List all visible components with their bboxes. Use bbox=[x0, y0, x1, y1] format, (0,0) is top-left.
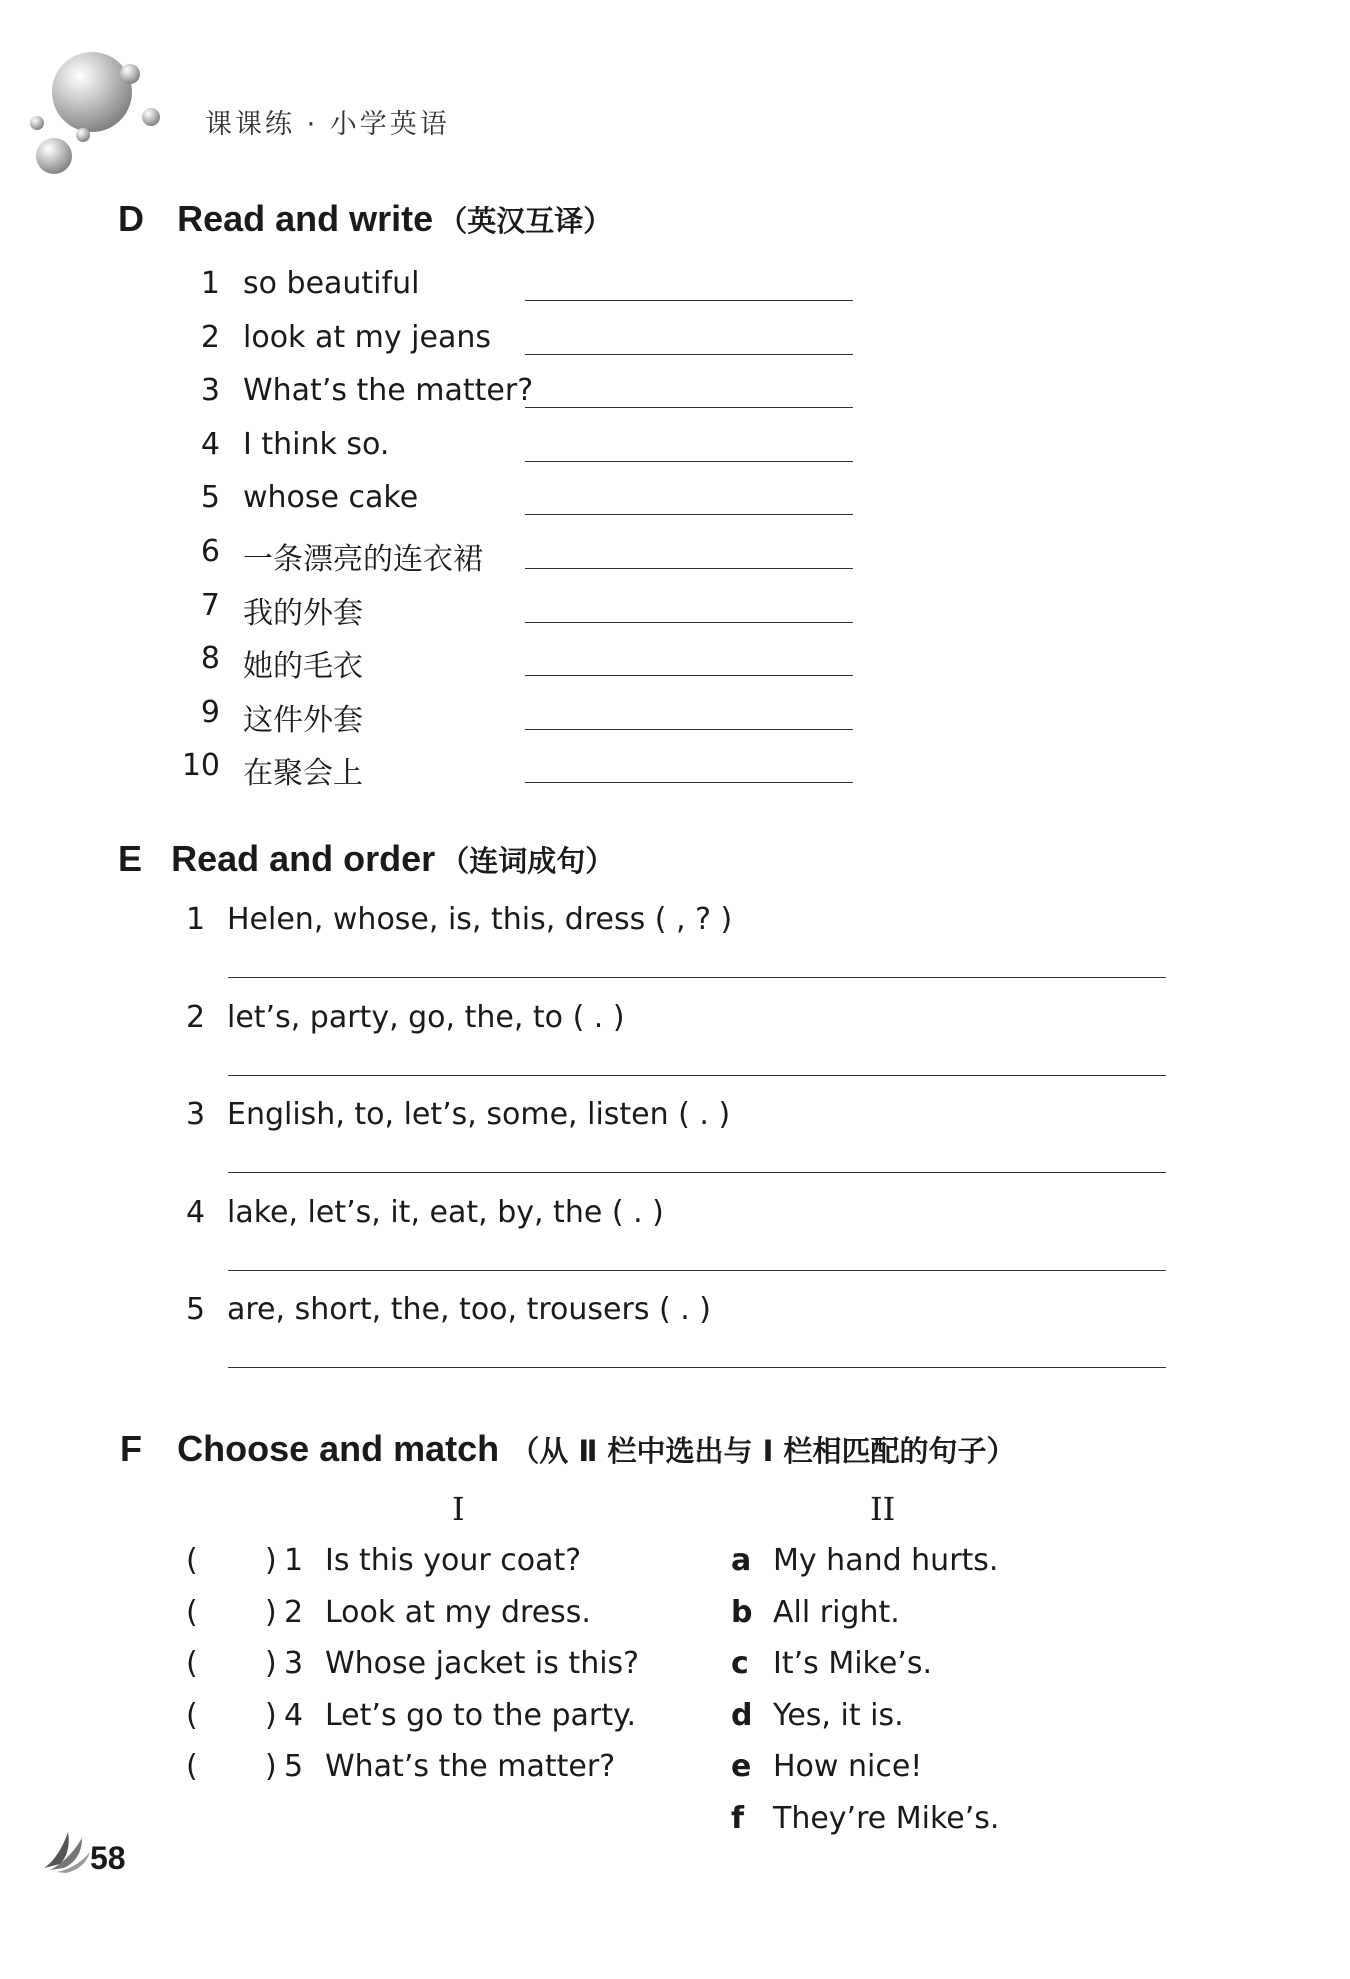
item-text: English, to, let’s, some, listen ( . ) bbox=[227, 1097, 731, 1132]
open-paren: ( bbox=[186, 1543, 198, 1578]
item-number: 1 bbox=[186, 902, 206, 937]
answer-line[interactable] bbox=[525, 354, 853, 355]
open-paren: ( bbox=[186, 1646, 198, 1681]
running-header: 课课练 · 小学英语 bbox=[205, 109, 450, 140]
answer-line[interactable] bbox=[228, 977, 1166, 978]
item-text: 她的毛衣 bbox=[243, 649, 363, 684]
item-text: I think so. bbox=[243, 427, 390, 462]
item-number: 1 bbox=[200, 266, 220, 301]
option-text: They’re Mike’s. bbox=[773, 1801, 1000, 1836]
answer-line[interactable] bbox=[228, 1367, 1166, 1368]
answer-line[interactable] bbox=[228, 1270, 1166, 1271]
option-letter: a bbox=[731, 1543, 752, 1578]
answer-line[interactable] bbox=[525, 729, 853, 730]
item-number: 3 bbox=[200, 373, 220, 408]
section-title: Read and write bbox=[177, 198, 434, 239]
item-number: 5 bbox=[200, 480, 220, 515]
close-paren: ) bbox=[265, 1646, 277, 1681]
item-text: What’s the matter? bbox=[325, 1749, 616, 1784]
item-number: 10 bbox=[181, 748, 220, 783]
item-text: lake, let’s, it, eat, by, the ( . ) bbox=[227, 1195, 664, 1230]
item-text: so beautiful bbox=[243, 266, 420, 301]
answer-blank[interactable] bbox=[200, 1646, 262, 1682]
option-letter: f bbox=[731, 1801, 745, 1836]
item-text: Whose jacket is this? bbox=[325, 1646, 640, 1681]
small-bubble-icon bbox=[36, 138, 72, 174]
open-paren: ( bbox=[186, 1749, 198, 1784]
open-paren: ( bbox=[186, 1595, 198, 1630]
section-letter: E bbox=[118, 838, 143, 879]
item-text: 这件外套 bbox=[243, 703, 363, 738]
small-bubble-icon bbox=[142, 108, 160, 126]
answer-line[interactable] bbox=[525, 300, 853, 301]
section-d-heading bbox=[118, 198, 612, 240]
section-instruction: （连词成句） bbox=[440, 844, 615, 878]
close-paren: ) bbox=[265, 1749, 277, 1784]
large-bubble-icon bbox=[52, 52, 132, 132]
option-letter: c bbox=[731, 1646, 749, 1681]
close-paren: ) bbox=[265, 1543, 277, 1578]
option-letter: b bbox=[731, 1595, 753, 1630]
section-letter: D bbox=[118, 198, 144, 239]
item-text: 在聚会上 bbox=[243, 756, 363, 791]
section-instruction: （英汉互译） bbox=[438, 204, 613, 238]
small-bubble-icon bbox=[30, 116, 44, 130]
close-paren: ) bbox=[265, 1595, 277, 1630]
section-instruction: （从 Ⅱ 栏中选出与 Ⅰ 栏相匹配的句子） bbox=[510, 1434, 1016, 1468]
column-ii-heading: II bbox=[870, 1490, 896, 1528]
open-paren: ( bbox=[186, 1698, 198, 1733]
small-bubble-icon bbox=[120, 64, 140, 84]
small-bubble-icon bbox=[76, 128, 90, 142]
answer-line[interactable] bbox=[525, 461, 853, 462]
item-text: Helen, whose, is, this, dress ( , ? ) bbox=[227, 902, 733, 937]
item-text: Let’s go to the party. bbox=[325, 1698, 637, 1733]
item-number: 1 bbox=[284, 1543, 304, 1578]
item-number: 4 bbox=[186, 1195, 206, 1230]
item-number: 2 bbox=[284, 1595, 304, 1630]
item-number: 5 bbox=[186, 1292, 206, 1327]
item-number: 8 bbox=[200, 641, 220, 676]
option-letter: d bbox=[731, 1698, 753, 1733]
answer-blank[interactable] bbox=[200, 1749, 262, 1785]
section-e-heading bbox=[118, 838, 614, 880]
answer-blank[interactable] bbox=[200, 1595, 262, 1631]
item-number: 5 bbox=[284, 1749, 304, 1784]
item-number: 6 bbox=[200, 534, 220, 569]
option-text: How nice! bbox=[773, 1749, 923, 1784]
page-number: 58 bbox=[90, 1840, 126, 1876]
option-text: It’s Mike’s. bbox=[773, 1646, 932, 1681]
item-text: let’s, party, go, the, to ( . ) bbox=[227, 1000, 625, 1035]
section-f-heading bbox=[120, 1428, 1016, 1470]
item-number: 9 bbox=[200, 695, 220, 730]
item-text: Is this your coat? bbox=[325, 1543, 582, 1578]
item-text: look at my jeans bbox=[243, 320, 491, 355]
item-number: 4 bbox=[284, 1698, 304, 1733]
item-number: 7 bbox=[200, 588, 220, 623]
option-text: Yes, it is. bbox=[773, 1698, 904, 1733]
item-text: 我的外套 bbox=[243, 596, 363, 631]
answer-line[interactable] bbox=[525, 782, 853, 783]
option-text: My hand hurts. bbox=[773, 1543, 999, 1578]
item-number: 4 bbox=[200, 427, 220, 462]
answer-line[interactable] bbox=[525, 622, 853, 623]
section-letter: F bbox=[120, 1428, 142, 1469]
answer-line[interactable] bbox=[525, 407, 853, 408]
answer-line[interactable] bbox=[525, 514, 853, 515]
section-title: Choose and match bbox=[177, 1428, 500, 1469]
close-paren: ) bbox=[265, 1698, 277, 1733]
answer-line[interactable] bbox=[228, 1075, 1166, 1076]
column-i-heading: I bbox=[452, 1490, 465, 1528]
item-number: 3 bbox=[284, 1646, 304, 1681]
item-text: 一条漂亮的连衣裙 bbox=[243, 542, 483, 577]
item-number: 2 bbox=[186, 1000, 206, 1035]
answer-line[interactable] bbox=[525, 675, 853, 676]
item-number: 2 bbox=[200, 320, 220, 355]
leaf-icon bbox=[42, 1830, 92, 1874]
answer-line[interactable] bbox=[525, 568, 853, 569]
option-letter: e bbox=[731, 1749, 752, 1784]
item-text: whose cake bbox=[243, 480, 419, 515]
item-text: What’s the matter? bbox=[243, 373, 534, 408]
answer-line[interactable] bbox=[228, 1172, 1166, 1173]
item-text: Look at my dress. bbox=[325, 1595, 591, 1630]
answer-blank[interactable] bbox=[200, 1698, 262, 1734]
answer-blank[interactable] bbox=[200, 1543, 262, 1579]
item-text: are, short, the, too, trousers ( . ) bbox=[227, 1292, 712, 1327]
option-text: All right. bbox=[773, 1595, 900, 1630]
section-title: Read and order bbox=[171, 838, 436, 879]
item-number: 3 bbox=[186, 1097, 206, 1132]
